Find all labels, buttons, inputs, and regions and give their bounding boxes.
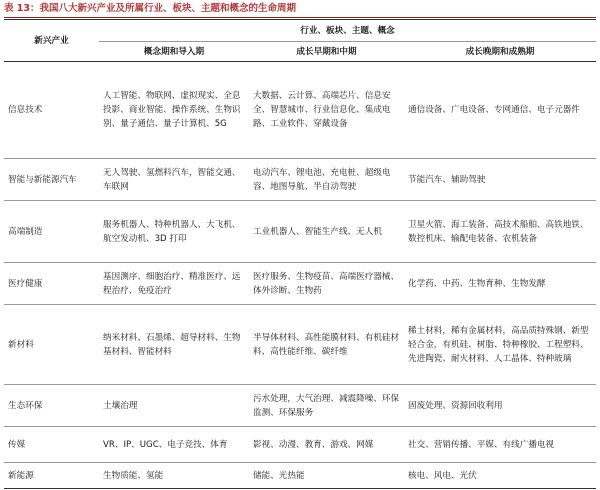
- stage-mature-cell: 通信设备、广电设备、专网通信、电子元器件: [404, 62, 596, 159]
- table-row: [4, 201, 596, 263]
- stage-growth-cell: 工业机器人、智能生产线、无人机: [249, 201, 404, 263]
- stage-mature-cell: 节能汽车、辅助驾驶: [404, 159, 596, 201]
- stage-growth-cell: 半导体材料、高性能膜材料、有机硅材料、高性能纤维、碳纤维: [249, 305, 404, 385]
- stage-intro-cell: 人工智能、物联网、虚拟现实、全息投影、商业智能、操作系统、生物识别、量子通信、量子计算机、5G: [99, 62, 249, 159]
- industry-cell: 新能源: [4, 463, 99, 489]
- header-stage-mature: 成长晚期和成熟期: [404, 42, 596, 62]
- table-row: [4, 263, 596, 305]
- stage-growth-cell: 大数据、云计算、高端芯片、信息安全、智慧城市、行业信息化、集成电路、工业软件、穿戴设备: [249, 62, 404, 159]
- header-group: 行业、板块、主题、概念: [99, 20, 596, 42]
- header-stage-growth: 成长早期和中期: [249, 42, 404, 62]
- stage-growth-cell: 医疗服务、生物疫苗、高端医疗器械、体外诊断、生物药: [249, 263, 404, 305]
- stage-intro-cell: 纳米材料、石墨烯、超导材料、生物基材料、智能材料: [99, 305, 249, 385]
- header-stage-intro: 概念期和导入期: [99, 42, 249, 62]
- stage-growth-cell: 污水处理，大气治理、减震降噪、环保监测、环保服务: [249, 385, 404, 427]
- stage-growth-cell: 影视、动漫、教育、游戏、网媒: [249, 427, 404, 463]
- table-row: [4, 159, 596, 201]
- table-row: [4, 305, 596, 385]
- table-caption: 表 13：我国八大新兴产业及所属行业、板块、主题和概念的生命周期: [4, 1, 596, 18]
- stage-mature-cell: 稀土材料，稀有金属材料，高品质特殊钢、新型轻合金，有机硅、树脂、特种橡胶、工程塑料、先进陶瓷、耐火材料、人工晶体、特种玻璃: [404, 305, 596, 385]
- table-row: [4, 463, 596, 489]
- stage-mature-cell: 社交、营销传播、平媒、有线广播电视: [404, 427, 596, 463]
- industry-cell: 智能与新能源汽车: [4, 159, 99, 201]
- header-industry: 新兴产业: [4, 20, 99, 62]
- stage-mature-cell: 卫星火箭、海工装备、高技术船舶、高铁地铁、数控机床、输配电装备、农机装备: [404, 201, 596, 263]
- stage-intro-cell: VR、IP、UGC、电子竞技、体育: [99, 427, 249, 463]
- table-row: [4, 62, 596, 159]
- industry-cell: 生态环保: [4, 385, 99, 427]
- industry-cell: 医疗健康: [4, 263, 99, 305]
- stage-intro-cell: 生物质能、氢能: [99, 463, 249, 489]
- stage-intro-cell: 无人驾驶、氢燃料汽车，智能交通、车联网: [99, 159, 249, 201]
- industry-lifecycle-table: [4, 19, 596, 489]
- stage-mature-cell: 核电、风电、光伏: [404, 463, 596, 489]
- industry-cell: 信息技术: [4, 62, 99, 159]
- industry-cell: 高端制造: [4, 201, 99, 263]
- stage-mature-cell: 化学药、中药、生物育种、生物发酵: [404, 263, 596, 305]
- industry-cell: 传媒: [4, 427, 99, 463]
- industry-cell: 新材料: [4, 305, 99, 385]
- table-row: [4, 385, 596, 427]
- stage-intro-cell: 服务机器人、特种机器人、大飞机、航空发动机、3D 打印: [99, 201, 249, 263]
- stage-growth-cell: 电动汽车、锂电池、充电桩、超级电容、地图导航、半自动驾驶: [249, 159, 404, 201]
- stage-mature-cell: 固废处理、资源回收利用: [404, 385, 596, 427]
- stage-intro-cell: 土壤治理: [99, 385, 249, 427]
- table-row: [4, 427, 596, 463]
- stage-intro-cell: 基因测序、细胞治疗、精准医疗、远程治疗、免疫治疗: [99, 263, 249, 305]
- stage-growth-cell: 储能、光热能: [249, 463, 404, 489]
